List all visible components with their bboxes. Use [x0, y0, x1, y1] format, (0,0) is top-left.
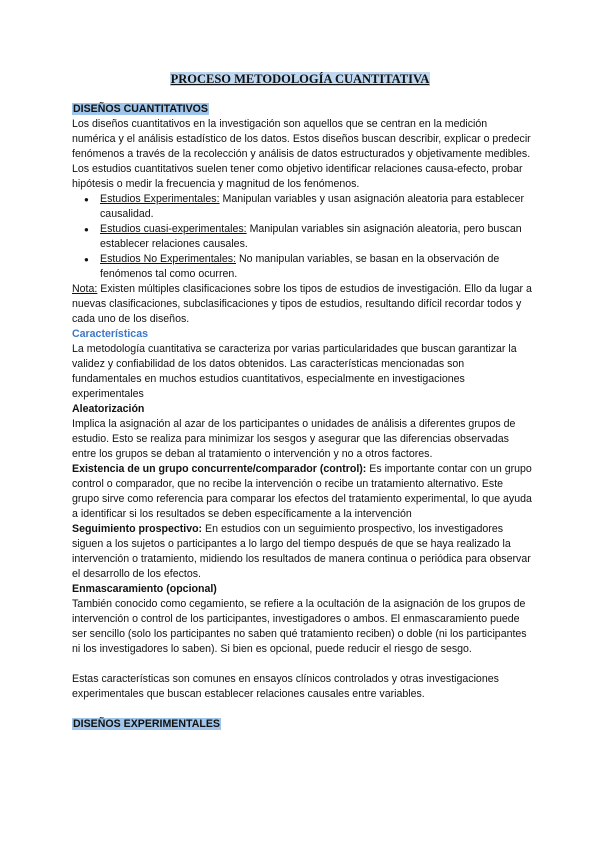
note-label: Nota:: [72, 283, 98, 295]
closing-paragraph: Estas características son comunes en ensayos clínicos controlados y otras investigaciones experimentales que buscan establecer relaciones causales entre variables.: [72, 673, 499, 700]
list-item: [100, 252, 532, 282]
seguimiento-paragraph: [72, 522, 532, 582]
spacer: [72, 657, 532, 672]
enmascaramiento-text: También conocido como cegamiento, se refiere a la ocultación de la asignación de los grupos de intervención o control de los participantes, investigadores o ambos. El enmascaramiento puede ser sencillo (solo los participantes no saben qué tratamiento reciben) o doble (ni los participantes ni los investigadores lo saben). Si bien es opcional, puede reducir el riesgo de sesgo.: [72, 598, 527, 655]
note-text: Existen múltiples clasificaciones sobre los tipos de estudios de investigación. Ello da lugar a nuevas clasificaciones, subclasificaciones y tipos de estudios, resultando difícil recordar todos y cada uno de los diseños.: [72, 283, 532, 325]
note-paragraph: [72, 282, 532, 327]
aleatorizacion-text: Implica la asignación al azar de los participantes o unidades de análisis a diferentes grupos de estudio. Esto se realiza para minimizar los sesgos y asegurar que las diferencias observadas entre los grupos se deban al tratamiento o intervención y no a otros factores.: [72, 418, 516, 460]
section-heading-disenos-experimentales: DISEÑOS EXPERIMENTALES: [73, 718, 220, 730]
list-item-text: Manipulan variables sin asignación aleatoria, pero buscan establecer relaciones causales.: [100, 223, 522, 250]
heading-aleatorizacion: Aleatorización: [72, 403, 145, 415]
document-body: [72, 102, 532, 732]
intro-paragraph: Los diseños cuantitativos en la investigación son aquellos que se centran en la medición numérica y el análisis estadístico de los datos. Estos diseños buscan describir, explicar o predecir fenómenos a través de la recolección y análisis de datos estructurados y objetivamente medibles. Los estudios cuantitativos suelen tener como objetivo identificar relaciones causa-efecto, probar hipótesis o medir la frecuencia y magnitud de los fenómenos.: [72, 118, 531, 190]
list-item-term: Estudios cuasi-experimentales:: [100, 223, 247, 235]
heading-grupo-control: Existencia de un grupo concurrente/comparador (control):: [72, 463, 367, 475]
list-item: [100, 192, 532, 222]
list-item-term: Estudios No Experimentales:: [100, 253, 237, 265]
page-title-text: PROCESO METODOLOGÍA CUANTITATIVA: [170, 72, 430, 86]
spacer: [72, 702, 532, 717]
list-item: [100, 222, 532, 252]
page-title: [0, 72, 600, 87]
subheading-caracteristicas: Características: [72, 328, 148, 340]
caracteristicas-intro: La metodología cuantitativa se caracteriza por varias particularidades que buscan garantizar la validez y confiabilidad de los datos obtenidos. Las características mencionadas son fundamentales en muchos estudios cuantitativos, especialmente en investigaciones experimentales: [72, 343, 517, 400]
section-heading-disenos-cuantitativos: DISEÑOS CUANTITATIVOS: [73, 103, 208, 115]
heading-enmascaramiento: Enmascaramiento (opcional): [72, 583, 217, 595]
grupo-text: Es importante contar con un grupo control o comparador, que no recibe la intervención o recibe un tratamiento alternativo. Este grupo sirve como referencia para comparar los efectos del tratamiento experimental, lo que ayuda a identificar si los resultados se deben específicamente a la intervención: [72, 463, 532, 520]
list-item-term: Estudios Experimentales:: [100, 193, 220, 205]
list-item-text: Manipulan variables y usan asignación aleatoria para establecer causalidad.: [100, 193, 525, 220]
grupo-paragraph: [72, 462, 532, 522]
list-item-text: No manipulan variables, se basan en la observación de fenómenos tal como ocurren.: [100, 253, 500, 280]
study-types-list: [72, 192, 532, 282]
seguimiento-text: En estudios con un seguimiento prospectivo, los investigadores siguen a los sujetos o participantes a lo largo del tiempo después de que se haya realizado la intervención o tratamiento, midiendo los resultados de manera continua o periódica para observar el desarrollo de los efectos.: [72, 523, 531, 580]
heading-seguimiento: Seguimiento prospectivo:: [72, 523, 203, 535]
